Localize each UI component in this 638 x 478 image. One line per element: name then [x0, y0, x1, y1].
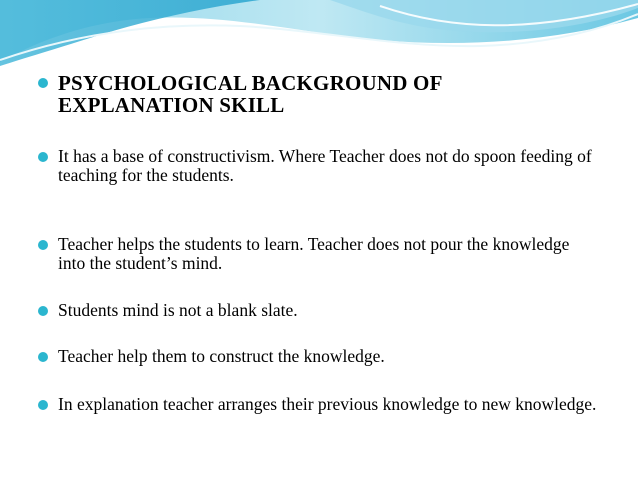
- bullet-dot-icon: [38, 400, 48, 410]
- bullet-dot-icon: [38, 306, 48, 316]
- bullet-dot-icon: [38, 78, 48, 88]
- bullet-text: It has a base of constructivism. Where Teacher does not do spoon feeding of teaching for the students.: [58, 146, 592, 185]
- bullet-item: [38, 347, 598, 366]
- bullet-dot-icon: [38, 152, 48, 162]
- bullet-item: [38, 395, 598, 414]
- bullet-dot-icon: [38, 352, 48, 362]
- title-bullet: [38, 72, 598, 116]
- bullet-item: [38, 235, 598, 273]
- bullet-item: [38, 147, 598, 185]
- bullet-text: Teacher help them to construct the knowledge.: [58, 346, 385, 366]
- bullet-text: Students mind is not a blank slate.: [58, 300, 298, 320]
- header-wave-decoration: [0, 0, 638, 80]
- bullet-text: Teacher helps the students to learn. Teacher does not pour the knowledge into the student’s mind.: [58, 234, 570, 273]
- bullet-dot-icon: [38, 240, 48, 250]
- bullet-text: In explanation teacher arranges their previous knowledge to new knowledge.: [58, 394, 597, 414]
- bullet-item: [38, 301, 598, 320]
- slide-title: PSYCHOLOGICAL BACKGROUND OF EXPLANATION SKILL: [58, 71, 442, 117]
